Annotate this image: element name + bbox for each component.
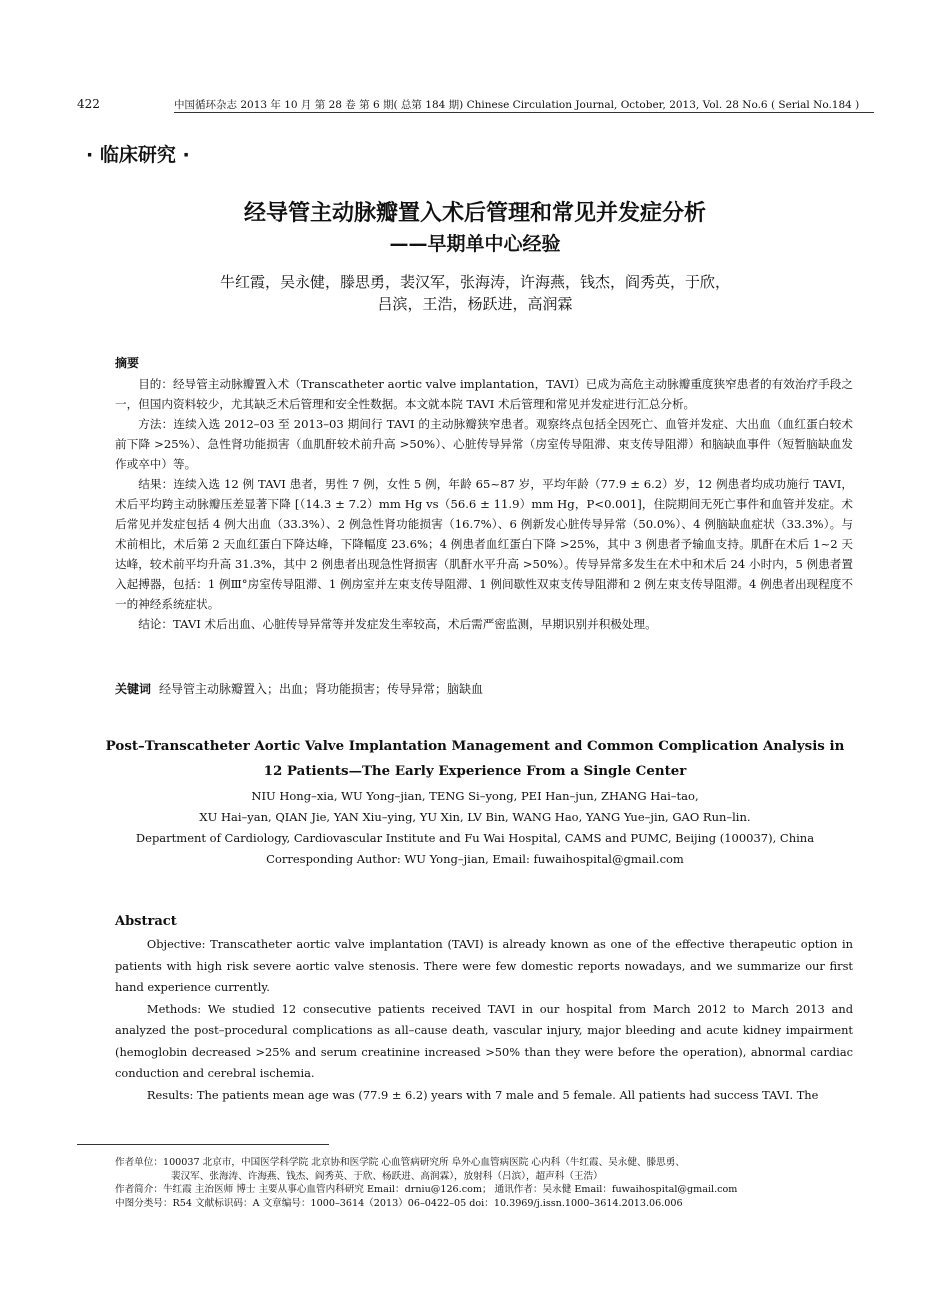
abstract-cn-heading: 摘要: [115, 356, 140, 370]
article-title-cn: 经导管主动脉瓣置入术后管理和常见并发症分析: [243, 201, 706, 226]
authors-cn-line: 牛红霞，吴永健，滕思勇，裴汉军，张海涛，许海燕，钱杰，阎秀英，于欣，: [219, 273, 730, 291]
page-number: 422: [77, 97, 100, 111]
footnote-author-bio: 作者简介：牛红霞 主治医师 博士 主要从事心血管内科研究 Email：drniu@126.com； 通讯作者：吴永健 Email：fuwaihospital@gmail.com: [115, 1184, 738, 1195]
keywords-cn-list: 经导管主动脉瓣置入；出血；肾功能损害；传导异常；脑缺血: [159, 682, 484, 696]
footnotes: [115, 1156, 875, 1210]
footnote-affiliation-cont: 裴汉军、张海涛、许海燕、钱杰、阎秀英、于欣、杨跃进、高润霖），放射科（吕滨），超声科（王浩）: [171, 1170, 603, 1182]
authors-cn-line: 吕滨，王浩，杨跃进，高润霖: [377, 295, 573, 313]
abstract-en-objective: Objective: Transcatheter aortic valve implantation (TAVI) is already known as one of the effective therapeutic option in patients with high risk severe aortic valve stenosis. There were few domestic reports nowadays, and we summarize our first hand experience currently.: [115, 937, 853, 994]
running-header: 中国循环杂志 2013 年 10 月 第 28 卷 第 6 期( 总第 184 期) Chinese Circulation Journal, October, 2013, Vol. 28 No.6 ( Serial No.184 ): [174, 99, 860, 111]
abstract-en-body: [115, 934, 853, 1106]
abstract-en-heading: Abstract: [115, 914, 177, 929]
article-title-en-line: 12 Patients—The Early Experience From a Single Center: [263, 763, 687, 779]
abstract-cn-methods: 方法：连续入选 2012–03 至 2013–03 期间行 TAVI 的主动脉瓣狭窄患者。观察终点包括全因死亡、血管并发症、大出血（血红蛋白较术前下降 >25%）、急性肾功能损害（血肌酐较术前升高 >50%）、心脏传导异常（房室传导阻滞、束支传导阻滞）和脑缺血事件（短暂脑缺血发作或卒中）等。: [115, 417, 853, 471]
section-label: · 临床研究 ·: [86, 144, 190, 166]
abstract-en-methods: Methods: We studied 12 consecutive patients received TAVI in our hospital from March 2012 to March 2013 and analyzed the post–procedural complications as all–cause death, vascular injury, major bleeding and acute kidney impairment (hemoglobin decreased >25% and serum creatinine increased >50% than they were before the operation), abnormal cardiac conduction and cerebral ischemia.: [115, 1001, 853, 1080]
footnote-affiliation: 作者单位：100037 北京市，中国医学科学院 北京协和医学院 心血管病研究所 阜外心血管病医院 心内科（牛红霞、吴永健、滕思勇、: [115, 1157, 685, 1168]
article-subtitle-cn: ——早期单中心经验: [389, 233, 561, 255]
authors-en-line: NIU Hong–xia, WU Yong–jian, TENG Si–yong, PEI Han–jun, ZHANG Hai–tao,: [251, 789, 699, 803]
abstract-cn-results: 结果：连续入选 12 例 TAVI 患者，男性 7 例，女性 5 例，年龄 65~87 岁，平均年龄（77.9 ± 6.2）岁，12 例患者均成功施行 TAVI，术后平均跨主动脉瓣压差显著下降 [（14.3 ± 7.2）mm Hg vs（56.6 ± 11.9）mm Hg，P<0.001]，住院期间无死亡事件和血管并发症。术后常见并发症包括 4 例大出血（33.3%）、2 例急性肾功能损害（16.7%）、6 例新发心脏传导异常（50.0%）、4 例脑缺血症状（33.3%）。与术前相比，术后第 2 天血红蛋白下降达峰，下降幅度 23.6%；4 例患者血红蛋白下降 >25%，其中 3 例患者予输血支持。肌酐在术后 1~2 天达峰，较术前平均升高 31.3%，其中 2 例患者出现急性肾损害（肌酐水平升高 >50%）。传导异常多发生在术中和术后 24 小时内，5 例患者置入起搏器，包括：1 例Ⅲ°房室传导阻滞、1 例房室并左束支传导阻滞、1 例间歇性双束支传导阻滞和 2 例左束支传导阻滞。4 例患者出现程度不一的神经系统症状。: [115, 477, 853, 611]
authors-en-line: XU Hai–yan, QIAN Jie, YAN Xiu–ying, YU Xin, LV Bin, WANG Hao, YANG Yue–jin, GAO Run–lin.: [199, 810, 751, 824]
abstract-en-results: Results: The patients mean age was (77.9 ± 6.2) years with 7 male and 5 female. All patients had success TAVI. The: [146, 1087, 819, 1102]
keywords-cn-label: 关键词: [115, 682, 152, 696]
abstract-cn-conclusion: 结论：TAVI 术后出血、心脏传导异常等并发症发生率较高，术后需严密监测，早期识别并积极处理。: [138, 617, 657, 631]
article-title-en-line: Post–Transcatheter Aortic Valve Implantation Management and Common Complication Analysis in: [105, 738, 845, 754]
corresponding-author-en: Corresponding Author: WU Yong–jian, Email: fuwaihospital@gmail.com: [266, 852, 684, 866]
footnote-classification: 中图分类号：R54 文献标识码：A 文章编号：1000–3614（2013）06–0422–05 doi：10.3969/j.issn.1000–3614.2013.06.006: [115, 1197, 683, 1209]
header-rule: [174, 112, 874, 113]
abstract-cn-body: [115, 374, 853, 634]
affiliation-en: Department of Cardiology, Cardiovascular Institute and Fu Wai Hospital, CAMS and PUMC, Beijing (100037), China: [135, 831, 815, 845]
keywords-cn: [115, 680, 853, 697]
abstract-cn-objective: 目的：经导管主动脉瓣置入术（Transcatheter aortic valve implantation，TAVI）已成为高危主动脉瓣重度狭窄患者的有效治疗手段之一，但国内资料较少，尤其缺乏术后管理和安全性数据。本文就本院 TAVI 术后管理和常见并发症进行汇总分析。: [115, 377, 853, 411]
footnote-rule: [77, 1144, 329, 1145]
